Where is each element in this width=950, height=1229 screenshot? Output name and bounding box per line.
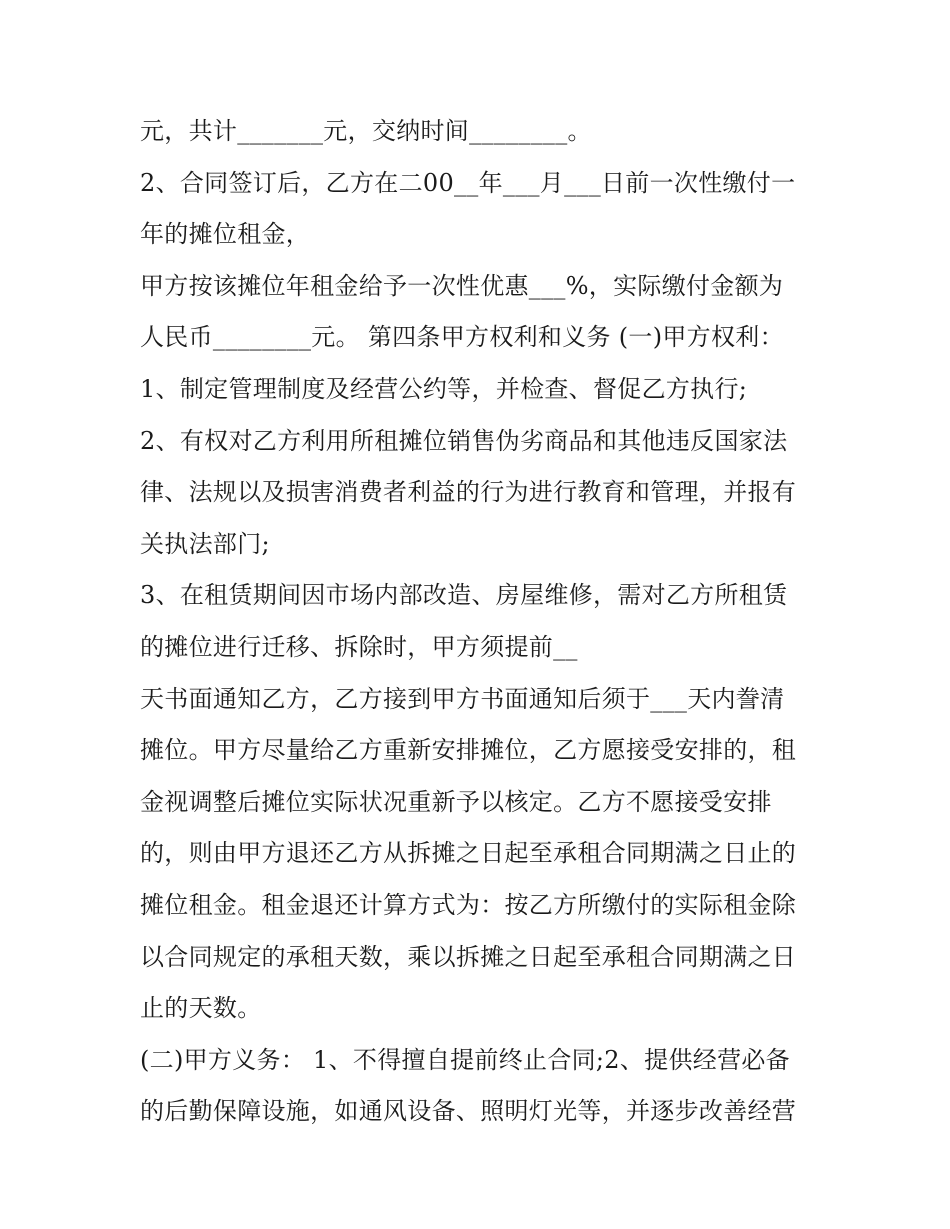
- text-line: 关执法部门;: [140, 529, 270, 558]
- text-line: 3、在租赁期间因市场内部改造、房屋维修，需对乙方所租赁: [140, 581, 788, 610]
- text-line: 1、制定管理制度及经营公约等，并检查、督促乙方执行;: [140, 374, 748, 403]
- text-line: 2、合同签订后，乙方在二00__年___月___日前一次性缴付一: [140, 168, 796, 197]
- text-line: 律、法规以及损害消费者利益的行为进行教育和管理，并报有: [140, 478, 797, 507]
- text-line: 的后勤保障设施，如通风设备、照明灯光等，并逐步改善经营: [140, 1097, 797, 1126]
- text-line: 年的摊位租金，: [140, 220, 311, 249]
- text-line: 摊位。甲方尽量给乙方重新安排摊位，乙方愿接受安排的，租: [140, 736, 797, 765]
- text-line: 2、有权对乙方利用所租摊位销售伪劣商品和其他违反国家法: [140, 426, 788, 455]
- text-line: 天书面通知乙方，乙方接到甲方书面通知后须于___天内誊清: [140, 684, 785, 713]
- text-line: 止的天数。: [140, 994, 262, 1023]
- text-line: 以合同规定的承租天数，乘以拆摊之日起至承租合同期满之日: [140, 942, 797, 971]
- text-line: 元，共计_______元，交纳时间________。: [140, 117, 592, 145]
- text-line: 甲方按该摊位年租金给予一次性优惠___%，实际缴付金额为: [140, 271, 784, 300]
- text-line: 摊位租金。租金退还计算方式为：按乙方所缴付的实际租金除: [140, 890, 797, 919]
- text-line: 的摊位进行迁移、拆除时，甲方须提前__: [140, 632, 578, 661]
- text-line: 金视调整后摊位实际状况重新予以核定。乙方不愿接受安排: [140, 787, 772, 816]
- text-line: 人民币________元。 第四条甲方权利和义务 (一)甲方权利：: [140, 323, 784, 352]
- text-line: 的，则由甲方退还乙方从拆摊之日起至承租合同期满之日止的: [140, 839, 797, 868]
- contract-text-body: [140, 106, 830, 1138]
- text-line: (二)甲方义务： 1、不得擅自提前终止合同;2、提供经营必备: [140, 1045, 790, 1074]
